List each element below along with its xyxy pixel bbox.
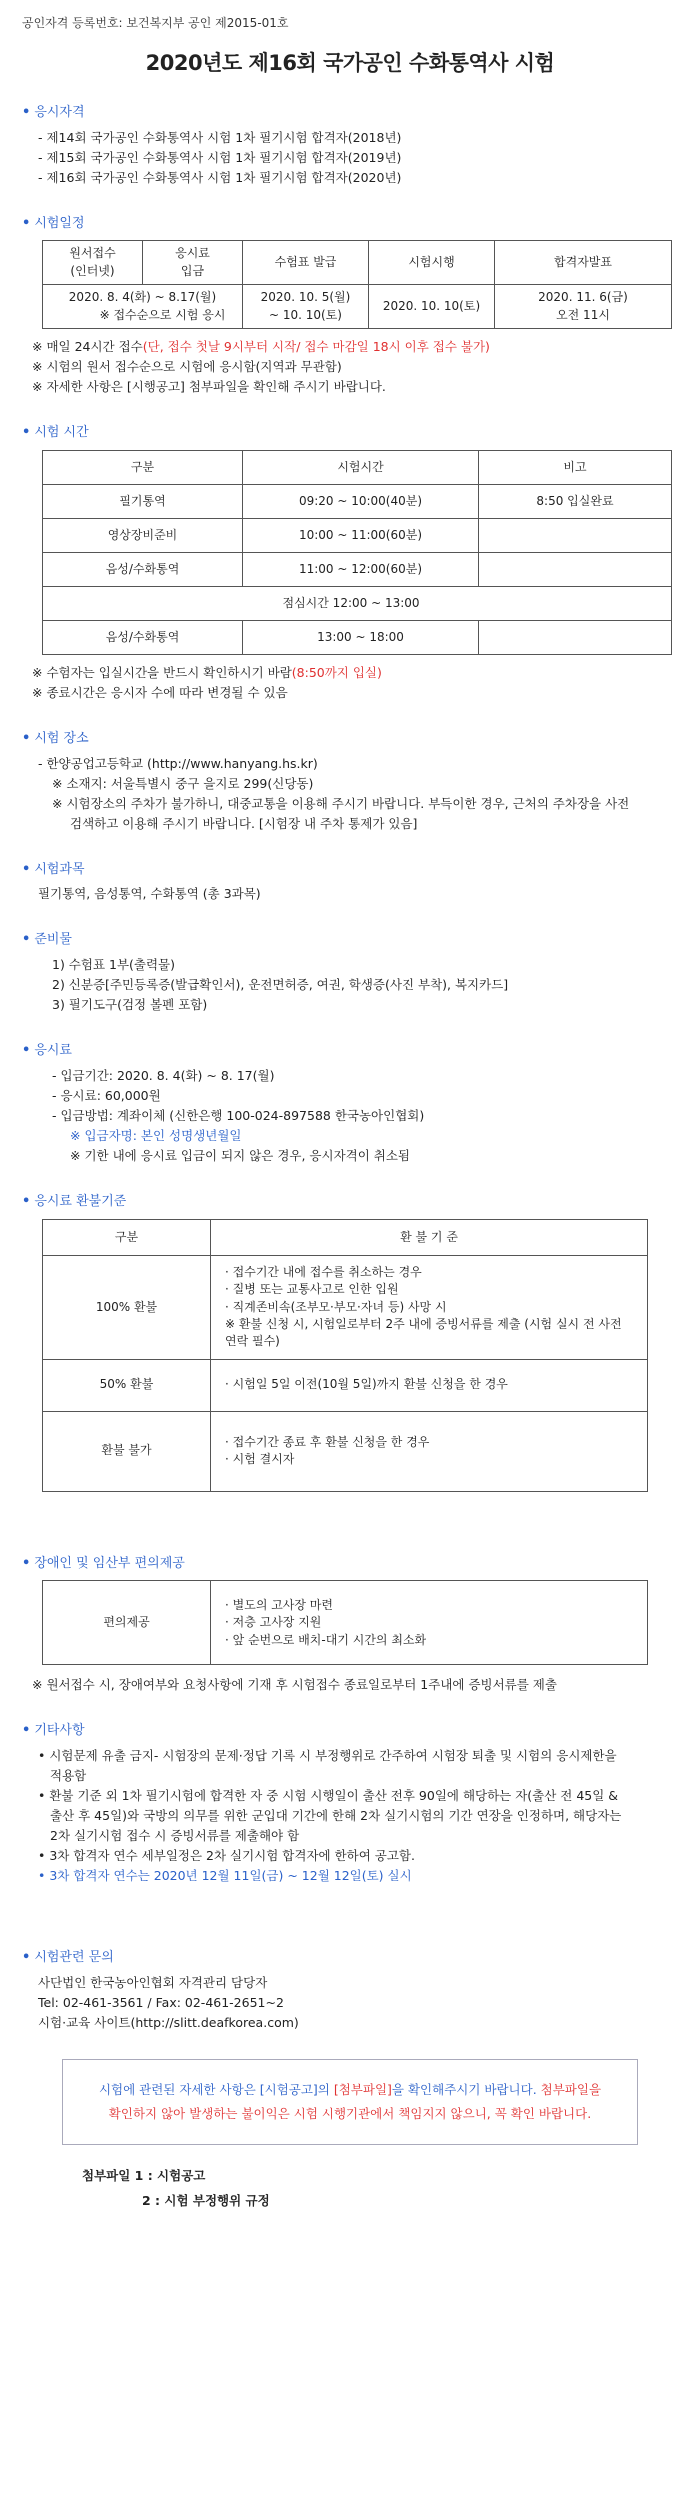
table-row: 환불 불가 · 접수기간 종료 후 환불 신청을 한 경우 · 시험 결시자 (43, 1411, 648, 1491)
table-row (43, 586, 672, 620)
note-text: ※ 자세한 사항은 [시행공고] 첨부파일을 확인해 주시기 바랍니다. (32, 378, 386, 394)
table-header: 시험시간 (243, 450, 479, 484)
attachment-item[interactable]: 2 : 시험 부정행위 규정 (142, 2192, 270, 2208)
bullet-icon: • (22, 932, 31, 948)
note-text: ※ 종료시간은 응시자 수에 따라 변경될 수 있음 (32, 684, 288, 700)
section-place (22, 729, 678, 834)
section-heading: • 응시료 (22, 1043, 72, 1059)
notice-box: 시험에 관련된 자세한 사항은 [시험공고]의 [첨부파일]을 확인해주시기 바랍니다. 첨부파일을 확인하지 않아 발생하는 불이익은 시험 시행기관에서 책임지지 않으니, 꼭 확인 바랍니다. (62, 2059, 638, 2145)
note-text: ※ 수험자는 입실시간을 반드시 확인하시기 바람(8:50까지 입실) (32, 664, 382, 680)
table-header: 수험표 발급 (243, 241, 369, 285)
table-cell: 2020. 8. 4(화) ~ 8.17(월) ※ 접수순으로 시험 응시 (43, 285, 243, 329)
subjects-text: 필기통역, 음성통역, 수화통역 (총 3과목) (38, 886, 261, 902)
table-row: 영상장비준비 10:00 ~ 11:00(60분) (43, 518, 672, 552)
fee-item: - 입금기간: 2020. 8. 4(화) ~ 8. 17(월) (52, 1067, 275, 1083)
section-heading: • 시험관련 문의 (22, 1950, 114, 1966)
bullet-icon: • (22, 215, 31, 231)
section-heading: • 응시료 환불기준 (22, 1193, 127, 1209)
table-row: 음성/수화통역 13:00 ~ 18:00 (43, 620, 672, 654)
fee-item: - 입금방법: 계좌이체 (신한은행 100-024-897588 한국농아인협회) (52, 1107, 425, 1123)
table-row: 편의제공 · 별도의 고사장 마련 · 저층 고사장 지원 · 앞 순번으로 배치-대기 시간의 최소화 (43, 1581, 648, 1665)
bullet-icon: • (22, 104, 31, 120)
refund-table (42, 1219, 648, 1492)
table-header: 원서접수 (인터넷) (43, 241, 143, 285)
etc-text: 2차 실기시험 접수 시 증빙서류를 제출해야 함 (50, 1828, 300, 1844)
attachment-item[interactable]: 첨부파일 1 : 시험공고 (82, 2167, 206, 2183)
section-accommodation (22, 1554, 678, 1696)
table-header: 구분 (43, 1219, 211, 1255)
qualification-item: - 제15회 국가공인 수화통역사 시험 1차 필기시험 합격자(2019년) (38, 149, 402, 165)
qualification-item: - 제14회 국가공인 수화통역사 시험 1차 필기시험 합격자(2018년) (38, 129, 402, 145)
section-exam-time (22, 423, 678, 703)
table-header: 합격자발표 (495, 241, 672, 285)
exam-time-table (42, 450, 672, 655)
place-text: ※ 소재지: 서울특별시 중구 을지로 299(신당동) (52, 775, 314, 791)
attachments (22, 2163, 678, 2213)
table-row: 음성/수화통역 11:00 ~ 12:00(60분) (43, 552, 672, 586)
section-schedule (22, 214, 678, 397)
table-header: 시험시행 (369, 241, 495, 285)
fee-note: ※ 입금자명: 본인 성명생년월일 (70, 1127, 242, 1143)
section-heading: • 준비물 (22, 932, 72, 948)
section-qualification (22, 103, 678, 188)
table-row: 100% 환불 · 접수기간 내에 접수를 취소하는 경우 · 질병 또는 교통사고로 인한 입원 · 직계존비속(조부모·부모·자녀 등) 사망 시 ※ 환불 신청 시, 시험일로부터 2주 내에 증빙서류를 제출 (시험 실시 전 사전 연락 필수) (43, 1255, 648, 1359)
section-heading: • 시험과목 (22, 861, 85, 877)
etc-text: • 3차 합격자 연수 세부일정은 2차 실기시험 합격자에 한하여 공고함. (38, 1848, 415, 1864)
page-title: 2020년도 제16회 국가공인 수화통역사 시험 (145, 51, 555, 76)
registration-number: 공인자격 등록번호: 보건복지부 공인 제2015-01호 (22, 16, 289, 30)
etc-text: • 환불 기준 외 1차 필기시험에 합격한 자 중 시험 시행일이 출산 전후 90일에 해당하는 자(출산 전 45일 & (38, 1788, 619, 1804)
table-row: 필기통역 09:20 ~ 10:00(40분) 8:50 입실완료 (43, 484, 672, 518)
section-heading: • 응시자격 (22, 104, 85, 120)
schedule-table (42, 240, 672, 329)
section-heading: • 장애인 및 임산부 편의제공 (22, 1555, 185, 1571)
note-text: ※ 시험의 원서 접수순으로 시험에 응시함(지역과 무관함) (32, 358, 342, 374)
contact-text: 사단법인 한국농아인협회 자격관리 담당자 (38, 1975, 268, 1991)
fee-note: ※ 기한 내에 응시료 입금이 되지 않은 경우, 응시자격이 취소됨 (70, 1147, 411, 1163)
prep-item: 3) 필기도구(검정 볼펜 포함) (52, 997, 208, 1013)
etc-text: • 시험문제 유출 금지- 시험장의 문제·정답 기록 시 부정행위로 간주하여 시험장 퇴출 및 시험의 응시제한을 (38, 1748, 617, 1764)
etc-text: • 3차 합격자 연수는 2020년 12월 11일(금) ~ 12월 12일(토) 실시 (38, 1868, 412, 1884)
bullet-icon: • (22, 1723, 31, 1739)
bullet-icon: • (22, 1043, 31, 1059)
section-etc (22, 1721, 678, 1886)
contact-text: Tel: 02-461-3561 / Fax: 02-461-2651~2 (38, 1995, 284, 2011)
note-text: ※ 매일 24시간 접수(단, 접수 첫날 9시부터 시작/ 접수 마감일 18시 이후 접수 불가) (32, 338, 490, 354)
section-heading: • 기타사항 (22, 1723, 85, 1739)
bullet-icon: • (22, 1193, 31, 1209)
contact-text: 시험·교육 사이트(http://slitt.deafkorea.com) (38, 2015, 299, 2031)
section-contact (22, 1948, 678, 2033)
table-header: 비고 (479, 450, 672, 484)
note-text: ※ 원서접수 시, 장애여부와 요청사항에 기재 후 시험접수 종료일로부터 1주내에 증빙서류를 제출 (32, 1677, 557, 1693)
place-text: ※ 시험장소의 주차가 불가하니, 대중교통을 이용해 주시기 바랍니다. 부득이한 경우, 근처의 주차장을 사전 (52, 795, 630, 811)
table-cell: 2020. 10. 5(월) ~ 10. 10(토) (243, 285, 369, 329)
prep-item: 2) 신분증[주민등록증(발급확인서), 운전면허증, 여권, 학생증(사진 부착), 복지카드] (52, 977, 509, 993)
bullet-icon: • (22, 861, 31, 877)
bullet-icon: • (22, 1950, 31, 1966)
table-header: 구분 (43, 450, 243, 484)
section-heading: • 시험일정 (22, 215, 85, 231)
prep-item: 1) 수험표 1부(출력물) (52, 957, 176, 973)
table-cell: 2020. 10. 10(토) (369, 285, 495, 329)
table-header: 응시료 입금 (143, 241, 243, 285)
section-subjects (22, 860, 678, 905)
section-refund (22, 1192, 678, 1492)
etc-text: 적용함 (50, 1768, 87, 1784)
qualification-item: - 제16회 국가공인 수화통역사 시험 1차 필기시험 합격자(2020년) (38, 169, 402, 185)
lunch-time: 점심시간 12:00 ~ 13:00 (243, 586, 672, 620)
table-row: 50% 환불 · 시험일 5일 이전(10월 5일)까지 환불 신청을 한 경우 (43, 1359, 648, 1411)
bullet-icon: • (22, 730, 31, 746)
section-preparation (22, 930, 678, 1015)
place-text: - 한양공업고등학교 (http://www.hanyang.hs.kr) (38, 755, 318, 771)
bullet-icon: • (22, 1555, 31, 1571)
bullet-icon: • (22, 424, 31, 440)
table-cell: 2020. 11. 6(금) 오전 11시 (495, 285, 672, 329)
place-text: 검색하고 이용해 주시기 바랍니다. [시험장 내 주차 통제가 있음] (70, 815, 418, 831)
section-heading: • 시험 시간 (22, 424, 89, 440)
accommodation-table (42, 1580, 648, 1665)
fee-item: - 응시료: 60,000원 (52, 1087, 161, 1103)
table-header: 환 불 기 준 (211, 1219, 648, 1255)
section-heading: • 시험 장소 (22, 730, 89, 746)
section-fee (22, 1041, 678, 1166)
etc-text: 출산 후 45일)와 국방의 의무를 위한 군입대 기간에 한해 2차 실기시험의 기간 연장을 인정하며, 해당자는 (50, 1808, 622, 1824)
